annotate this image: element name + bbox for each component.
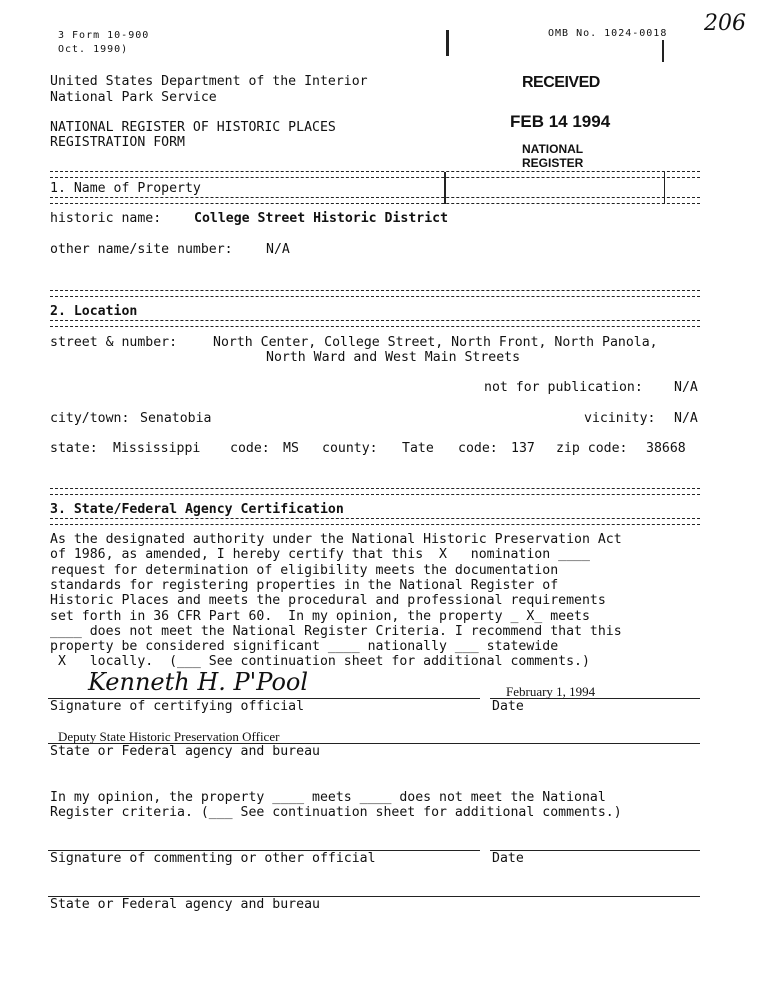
- date-label: Date: [492, 699, 524, 714]
- not-for-publication-label: not for publication:: [484, 380, 643, 395]
- county-label: county:: [322, 441, 378, 456]
- county-code-label: code:: [458, 441, 498, 456]
- para-line: request for determination of eligibility meets the documentation: [50, 563, 559, 578]
- section3-heading: 3. State/Federal Agency Certification: [50, 502, 344, 517]
- bureau-label-2: State or Federal agency and bureau: [50, 897, 320, 912]
- form-title: REGISTRATION FORM: [50, 135, 185, 150]
- section-divider: [50, 518, 700, 525]
- section-divider: [50, 171, 700, 178]
- street-value-line2: North Ward and West Main Streets: [266, 350, 521, 365]
- scan-mark: [444, 172, 446, 204]
- handwritten-number: 206: [704, 11, 746, 36]
- vicinity-value: N/A: [674, 411, 698, 426]
- para-line: Historic Places and meets the procedural and professional requirements: [50, 593, 606, 608]
- section-divider: [50, 290, 700, 297]
- street-label: street & number:: [50, 335, 178, 350]
- scan-mark: [662, 40, 664, 62]
- other-name-value: N/A: [266, 242, 290, 257]
- county-value: Tate: [402, 441, 434, 456]
- form-number: 3 Form 10-900: [58, 30, 150, 41]
- commenting-date-label: Date: [492, 851, 524, 866]
- other-name-label: other name/site number:: [50, 242, 233, 257]
- signature-date-value: February 1, 1994: [506, 684, 596, 699]
- historic-name-label: historic name:: [50, 211, 162, 226]
- department-name: United States Department of the Interior: [50, 74, 368, 89]
- stamp-received: RECEIVED: [522, 74, 600, 91]
- official-title-value: Deputy State Historic Preservation Officer: [58, 729, 280, 744]
- state-label: state:: [50, 441, 98, 456]
- not-for-publication-value: N/A: [674, 380, 698, 395]
- zip-label: zip code:: [556, 441, 628, 456]
- section2-heading: 2. Location: [50, 304, 138, 319]
- street-value-line1: North Center, College Street, North Front, North Panola,: [213, 335, 658, 350]
- zip-value: 38668: [646, 441, 686, 456]
- section-divider: [50, 320, 700, 327]
- service-name: National Park Service: [50, 90, 217, 105]
- stamp-national: NATIONAL: [522, 142, 584, 156]
- state-code-label: code:: [230, 441, 270, 456]
- para-line: of 1986, as amended, I hereby certify that this X nomination ____: [50, 547, 590, 562]
- historic-name-value: College Street Historic District: [194, 211, 449, 226]
- para-line: ____ does not meet the National Register Criteria. I recommend that this: [50, 624, 622, 639]
- para-line: property be considered significant ____ nationally ___ statewide: [50, 639, 559, 654]
- para-line: set forth in 36 CFR Part 60. In my opinion, the property _ X_ meets: [50, 609, 590, 624]
- handwritten-signature: Kenneth H. P'Pool: [88, 668, 309, 696]
- scan-mark: [664, 172, 665, 204]
- vicinity-label: vicinity:: [584, 411, 656, 426]
- omb-number: OMB No. 1024-0018: [548, 28, 668, 39]
- register-title: NATIONAL REGISTER OF HISTORIC PLACES: [50, 120, 336, 135]
- form-date: Oct. 1990): [58, 44, 129, 55]
- signature-label: Signature of certifying official: [50, 699, 305, 714]
- stamp-register: REGISTER: [522, 156, 584, 170]
- state-code-value: MS: [283, 441, 299, 456]
- scan-mark: [446, 30, 449, 56]
- city-value: Senatobia: [140, 411, 212, 426]
- state-value: Mississippi: [113, 441, 201, 456]
- section1-heading: 1. Name of Property: [50, 181, 201, 196]
- para-line: X locally. (___ See continuation sheet for additional comments.): [50, 654, 590, 669]
- stamp-date: FEB 14 1994: [510, 112, 611, 131]
- para-line: As the designated authority under the National Historic Preservation Act: [50, 532, 622, 547]
- section-divider: [50, 488, 700, 495]
- para-line: standards for registering properties in the National Register of: [50, 578, 559, 593]
- opinion-line: Register criteria. (___ See continuation sheet for additional comments.): [50, 805, 622, 820]
- opinion-line: In my opinion, the property ____ meets ____ does not meet the National: [50, 790, 606, 805]
- bureau-label: State or Federal agency and bureau: [50, 744, 320, 759]
- county-code-value: 137: [511, 441, 535, 456]
- commenting-label: Signature of commenting or other official: [50, 851, 376, 866]
- city-label: city/town:: [50, 411, 130, 426]
- section-divider: [50, 197, 700, 204]
